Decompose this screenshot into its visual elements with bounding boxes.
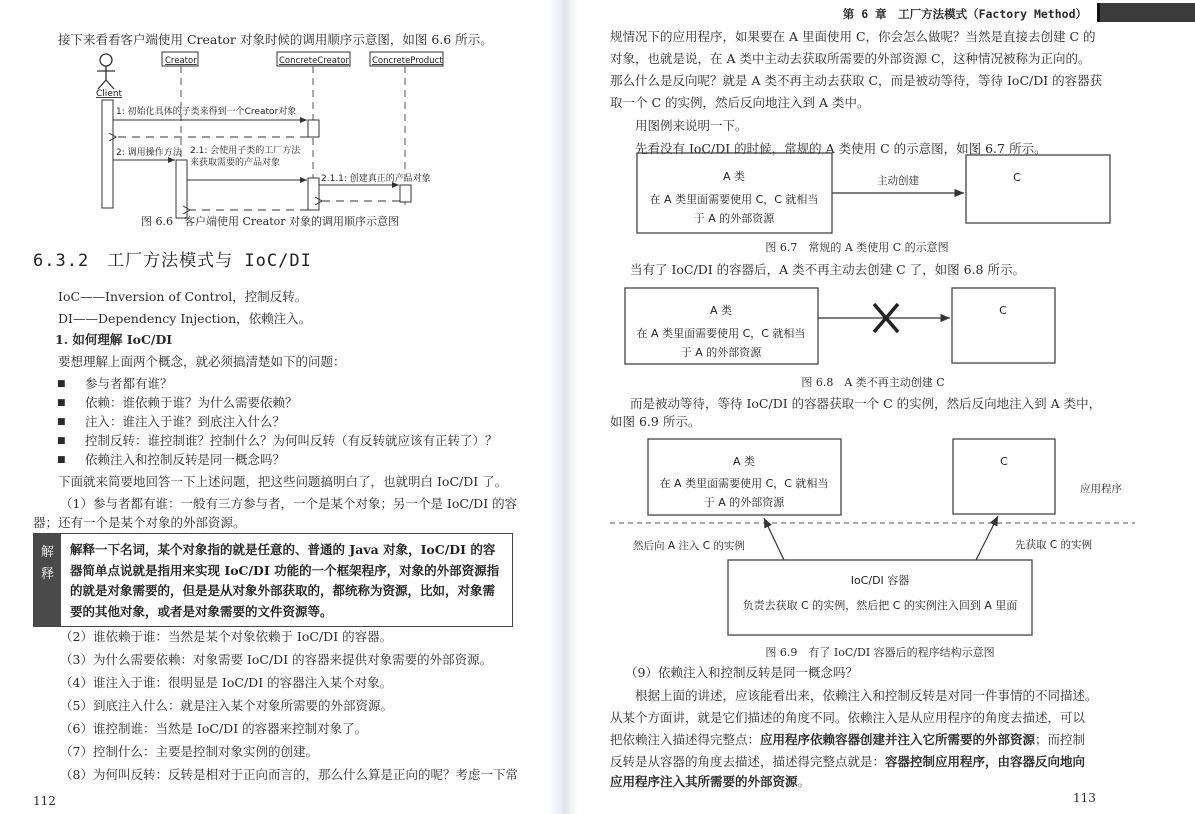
bullet-icon: ■ xyxy=(57,417,66,427)
paragraph-line: 先看没有 IoC/DI 的时候，常规的 A 类使用 C 的示意图，如图 6.7 所示。 xyxy=(635,141,1047,156)
actor-client-label: Client xyxy=(96,89,123,99)
lifeline-concreteproduct-label: ConcreteProduct xyxy=(372,56,443,66)
figure-6-9 xyxy=(610,439,1135,635)
class-c-box xyxy=(966,155,1110,223)
paragraph-line: 从某个方面讲，就是它们描述的角度不同。依赖注入是从应用程序的角度去描述，可以 xyxy=(610,710,1086,725)
class-a-title: A 类 xyxy=(709,304,733,317)
paragraph-line: 取一个 C 的实例，然后反向地注入到 A 类中。 xyxy=(610,95,870,110)
class-a-box xyxy=(637,153,832,233)
paragraph-line: 用图例来说明一下。 xyxy=(635,118,748,133)
explanation-callout xyxy=(33,533,513,627)
figure-6-9-caption: 图 6.9 有了 IoC/DI 容器后的程序结构示意图 xyxy=(765,646,995,659)
paragraph-line xyxy=(610,754,1085,770)
class-c-label: C xyxy=(999,304,1007,317)
figure-6-7 xyxy=(637,153,1110,233)
class-a-desc-1: 在 A 类里面需要使用 C，C 就相当 xyxy=(636,327,806,340)
answer-1-line2: 器；还有一个是某个对象的外部资源。 xyxy=(33,515,246,530)
message-2-label: 2: 调用操作方法 xyxy=(116,148,182,158)
text-span: 。 xyxy=(797,774,811,789)
fetch-arrow xyxy=(976,516,998,560)
text-span: 反转是从容器的角度去描述，描述得完整点就是： xyxy=(610,754,886,769)
ioc-container-title: IoC/DI 容器 xyxy=(850,574,910,587)
answer-intro: 下面就来简要地回答一下上述问题，把这些问题搞明白了，也就明白 IoC/DI 了。 xyxy=(58,474,508,489)
figure-6-6-caption: 图 6.6 客户端使用 Creator 对象的调用顺序示意图 xyxy=(140,215,400,228)
class-c-box xyxy=(953,439,1055,514)
message-2-1-1-label: 2.1.1: 创建真正的产品对象 xyxy=(321,174,431,184)
answer-item: （3）为什么需要依赖：对象需要 IoC/DI 的容器来提供对象需要的外部资源。 xyxy=(60,652,493,667)
bold-text-span: 应用程序依赖容器创建并注入它所需要的外部资源 xyxy=(760,732,1036,747)
message-1-label: 1: 初始化具体的子类来得到一个Creator对象 xyxy=(116,107,297,117)
class-c-label: C xyxy=(1000,455,1008,468)
bold-text-span: 容器控制应用程序，由容器反向地向 xyxy=(885,754,1086,769)
page-number-right: 113 xyxy=(1073,791,1096,805)
question-item: 注入：谁注入于谁？到底注入什么？ xyxy=(85,414,286,429)
class-c-box xyxy=(952,288,1055,363)
sequence-diagram-fig-6-6 xyxy=(0,0,560,240)
class-a-desc-1: 在 A 类里面需要使用 C，C 就相当 xyxy=(649,193,819,206)
paragraph-line: 对象，也就是说，在 A 类中主动去获取所需要的外部资源 C，这种情况被称为正向的。 xyxy=(610,51,1091,66)
lifeline-concretecreator-label: ConcreteCreator xyxy=(279,56,350,66)
paragraph-line: 而是被动等待，等待 IoC/DI 的容器获取一个 C 的实例，然后反向地注入到 A 类中， xyxy=(630,396,1102,411)
create-arrow-label: 主动创建 xyxy=(877,175,919,187)
callout-text: 解释一下名词，某个对象指的就是任意的、普通的 Java 对象，IoC/DI 的容器简单点说就是指用来实现 IoC/DI 功能的一个框架程序，对象的外部资源指的就是对象需要的，但是是从对象外部获取的，都统称为资源，比如，对象需要的其他对象，或者是对象需要的文件资源等。 xyxy=(70,542,500,619)
callout-tag xyxy=(34,534,61,626)
paragraph-line xyxy=(610,732,1085,748)
question-9: （9）依赖注入和控制反转是同一概念吗？ xyxy=(625,665,858,680)
question-item: 参与者都有谁？ xyxy=(85,376,173,391)
di-definition: DI——Dependency Injection，依赖注入。 xyxy=(58,311,312,326)
question-item: 控制反转：谁控制谁？控制什么？为何叫反转（有反转就应该有正转了）？ xyxy=(85,433,498,448)
paragraph-line: 根据上面的讲述，应该能看出来，依赖注入和控制反转是对同一件事情的不同描述。 xyxy=(635,688,1098,703)
question-item: 依赖：谁依赖于谁？为什么需要依赖？ xyxy=(85,395,298,410)
class-a-box xyxy=(648,439,841,515)
answer-item: （8）为何叫反转：反转是相对于正向而言的，那么什么算是正向的呢？考虑一下常 xyxy=(60,767,518,782)
answer-item: （6）谁控制谁：当然是 IoC/DI 的容器来控制对象了。 xyxy=(60,721,368,736)
section-heading: 6.3.2 工厂方法模式与 IoC/DI xyxy=(33,251,312,271)
callout-tag-char: 释 xyxy=(40,567,54,582)
fetch-label: 先获取 C 的实例 xyxy=(1015,539,1093,551)
paragraph-line: 那么什么是反向呢？就是 A 类不再主动去获取 C，而是被动等待，等待 IoC/DI 的容器获 xyxy=(610,73,1103,88)
ioc-container-desc: 负责去获取 C 的实例，然后把 C 的实例注入回到 A 里面 xyxy=(742,599,1018,612)
question-item: 依赖注入和控制反转是同一概念吗？ xyxy=(85,452,286,467)
class-a-title: A 类 xyxy=(722,170,746,183)
class-c-label: C xyxy=(1013,171,1021,184)
application-label: 应用程序 xyxy=(1080,483,1122,495)
answer-item: （5）到底注入什么：就是注入某个对象所需要的外部资源。 xyxy=(60,698,393,713)
class-a-title: A 类 xyxy=(732,455,756,468)
lifeline-creator-label: Creator xyxy=(165,56,197,66)
sub-heading: 1. 如何理解 IoC/DI xyxy=(55,332,173,347)
ioc-definition: IoC——Inversion of Control，控制反转。 xyxy=(58,289,308,304)
inject-label: 然后向 A 注入 C 的实例 xyxy=(633,540,745,552)
text-span: 把依赖注入描述得完整点： xyxy=(610,732,761,747)
questions-intro: 要想理解上面两个概念，就必须搞清楚如下的问题： xyxy=(58,354,346,369)
figure-6-8 xyxy=(625,288,1055,364)
answer-item: （7）控制什么：主要是控制对象实例的创建。 xyxy=(60,744,318,759)
paragraph-line: 规情况下的应用程序，如果要在 A 里面使用 C，你会怎么做呢？当然是直接去创建 C 的 xyxy=(610,29,1096,44)
page-number-left: 112 xyxy=(33,794,56,808)
figure-6-7-caption: 图 6.7 常规的 A 类使用 C 的示意图 xyxy=(765,241,949,254)
bold-text-span: 应用程序注入其所需要的外部资源 xyxy=(610,774,798,789)
cross-icon xyxy=(874,304,898,332)
bullet-icon: ■ xyxy=(57,398,66,408)
text-span: ；而控制 xyxy=(1035,732,1086,747)
answer-1-line1: （1）参与者都有谁：一般有三方参与者，一个是某个对象；另一个是 IoC/DI 的容 xyxy=(60,496,518,511)
lifelines xyxy=(181,66,405,210)
header-bar xyxy=(1097,3,1195,22)
bullet-icon: ■ xyxy=(57,436,66,446)
client-actor-icon xyxy=(97,54,115,89)
paragraph-line: 如图 6.9 所示。 xyxy=(610,414,701,429)
class-a-desc-1: 在 A 类里面需要使用 C，C 就相当 xyxy=(659,477,829,490)
class-a-desc-2: 于 A 的外部资源 xyxy=(680,346,762,359)
message-2-1-label-line2: 来获取需要的产品对象 xyxy=(190,158,281,168)
class-a-desc-2: 于 A 的外部资源 xyxy=(703,496,785,509)
message-2-1-label-line1: 2.1: 会使用子类的工厂方法 xyxy=(190,146,301,156)
paragraph-line: 当有了 IoC/DI 的容器后，A 类不再主动去创建 C 了，如图 6.8 所示。 xyxy=(630,262,1025,277)
inject-arrow xyxy=(764,518,784,560)
bullet-icon: ■ xyxy=(57,455,66,465)
figure-6-8-caption: 图 6.8 A 类不再主动创建 C xyxy=(801,376,945,389)
class-a-box xyxy=(625,288,818,364)
intro-text: 接下来看看客户端使用 Creator 对象时候的调用顺序示意图，如图 6.6 所示。 xyxy=(58,32,493,47)
answer-item: （2）谁依赖于谁：当然是某个对象依赖于 IoC/DI 的容器。 xyxy=(60,629,393,644)
running-header: 第 6 章 工厂方法模式（Factory Method） xyxy=(842,7,1087,21)
answer-item: （4）谁注入于谁：很明显是 IoC/DI 的容器注入某个对象。 xyxy=(60,675,393,690)
paragraph-line xyxy=(610,774,810,790)
bullet-icon: ■ xyxy=(57,379,66,389)
ioc-container-box xyxy=(728,560,1032,635)
callout-tag-char: 解 xyxy=(40,545,54,560)
class-a-desc-2: 于 A 的外部资源 xyxy=(693,212,775,225)
